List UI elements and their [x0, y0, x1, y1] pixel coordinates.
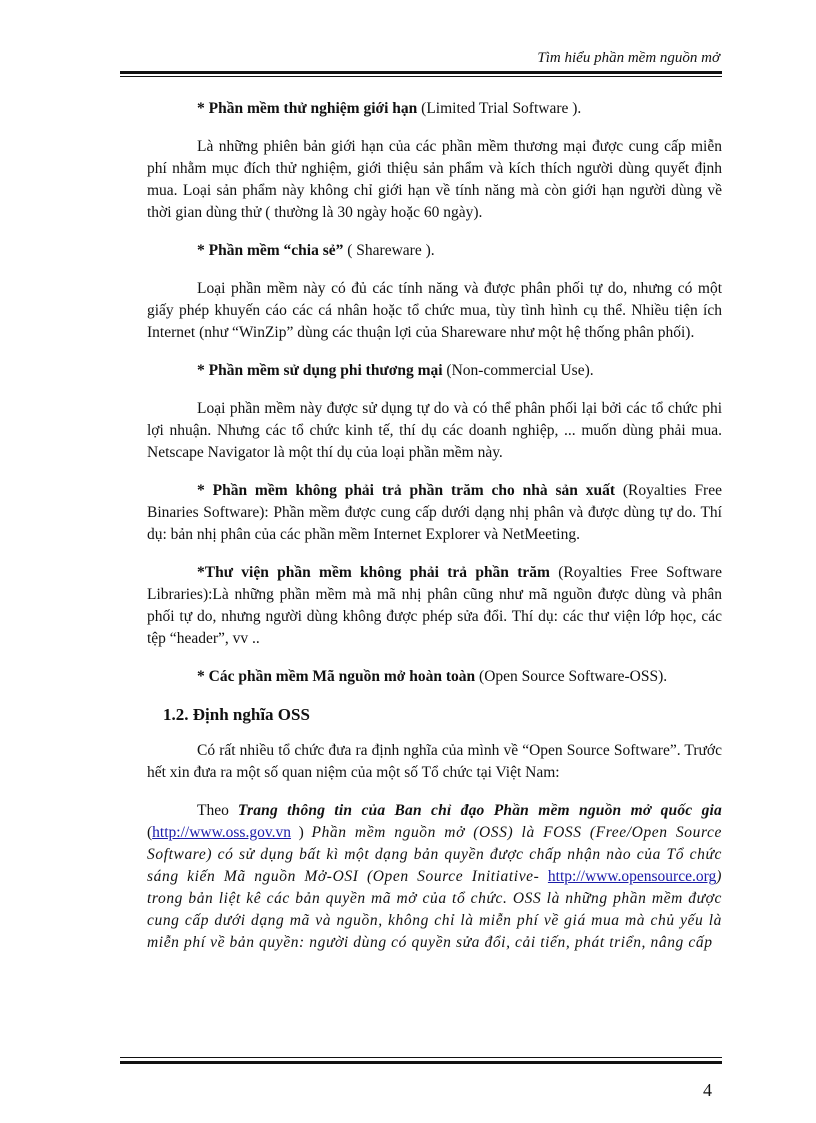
section-heading: 1.2. Định nghĩa OSS: [163, 705, 310, 724]
term-noncommercial-english: (Non-commercial Use).: [442, 362, 594, 379]
term-open-source-english: (Open Source Software-OSS).: [475, 668, 668, 685]
royalty-free-binaries-text: (Royalties Free Binaries Software): Phần mềm được cung cấp dưới dạng nhị phân và được dùng tự do. Thí dụ: bản nhị phân của các phần mềm Internet Explorer và NetMeeting.: [147, 482, 722, 543]
paragraph-shareware-heading: [147, 240, 722, 262]
term-limited-trial: * Phần mềm thử nghiệm giới hạn: [197, 100, 418, 117]
royalty-free-libraries-text: (Royalties Free Software Libraries):Là những phần mềm mà mã nhị phân cũng như mã nguồn được dùng và phân phối tự do, nhưng người dùng không được phép sửa đổi. Thí dụ: các thư viện lớp học, các tệp “header”, vv ..: [147, 564, 722, 647]
paren-close: ): [290, 824, 312, 841]
paragraph-noncommercial-heading: [147, 360, 722, 382]
header-rule-thick: [120, 71, 722, 74]
paragraph-open-source-heading: [147, 666, 722, 688]
paragraph-shareware-body: Loại phần mềm này có đủ các tính năng và được phân phối tự do, nhưng có một giấy phép khuyến cáo các cá nhân hoặc tổ chức mua, tùy tình hình cụ thể. Nhiều tiện ích Internet (như “WinZip” dùng các thuận lợi của Shareware như một hệ thống phân phối).: [147, 280, 722, 341]
term-open-source: * Các phần mềm Mã nguồn mở hoàn toàn: [197, 668, 476, 685]
term-royalty-free-binaries: * Phần mềm không phải trả phần trăm cho nhà sản xuất: [197, 482, 616, 499]
opensource-org-link[interactable]: http://www.opensource.org: [547, 868, 717, 885]
term-shareware-english: ( Shareware ).: [343, 242, 435, 259]
term-limited-trial-english: (Limited Trial Software ).: [417, 100, 582, 117]
page-body: [147, 98, 722, 970]
definition-text-part1: Phần mềm nguồn mở (OSS) là FOSS (Free/Open Source Software) có sử dụng bất kì một dạng bản quyền được chấp nhận nào của Tổ chức sáng kiến Mã nguồn Mở-OSI (Open Source Initiative-: [147, 824, 722, 885]
org-name: Trang thông tin của Ban chỉ đạo Phần mềm nguồn mở quốc gia: [237, 802, 722, 819]
paragraph-noncommercial-body: Loại phần mềm này được sử dụng tự do và có thể phân phối lại bởi các tổ chức phi lợi nhuận. Nhưng các tổ chức kinh tế, thí dụ các doanh nghiệp, ... muốn dùng phải mua. Netscape Navigator là một thí dụ của loại phần mềm này.: [147, 400, 722, 461]
paragraph-limited-trial-body: Là những phiên bản giới hạn của các phần mềm thương mại được cung cấp miễn phí nhằm mục đích thử nghiệm, giới thiệu sản phẩm và kích thích người dùng quyết định mua. Loại sản phẩm này không chỉ giới hạn về tính năng mà còn giới hạn người dùng về thời gian dùng thử ( thường là 30 ngày hoặc 60 ngày).: [147, 138, 722, 221]
header-rule-thin: [120, 76, 722, 77]
quote-lead: Theo: [197, 802, 238, 819]
page-number: 4: [703, 1080, 712, 1100]
definition-text-part2: ) trong bản liệt kê các bản quyền mã mở của tổ chức. OSS là những phần mềm được cung cấp dưới dạng mã và nguồn, không chỉ là miễn phí về giá mua mà chủ yếu là miễn phí về bản quyền: người dùng có quyền sửa đổi, cải tiến, phát triển, nâng cấp: [147, 868, 722, 951]
paragraph-royalty-free-binaries: [147, 480, 722, 546]
term-royalty-free-libraries: *Thư viện phần mềm không phải trả phần trăm: [197, 564, 550, 581]
paragraph-definition-quote: [147, 800, 722, 954]
paragraph-definition-intro: Có rất nhiều tổ chức đưa ra định nghĩa của mình về “Open Source Software”. Trước hết xin đưa ra một số quan niệm của một số Tổ chức tại Việt Nam:: [147, 742, 722, 781]
paragraph-limited-trial-heading: [147, 98, 722, 120]
term-shareware: * Phần mềm “chia sẻ”: [197, 242, 344, 259]
footer-rule-thick: [120, 1061, 722, 1064]
term-noncommercial: * Phần mềm sử dụng phi thương mại: [197, 362, 443, 379]
paren-open: (: [147, 824, 153, 841]
footer-rule-thin: [120, 1057, 722, 1058]
running-header: Tìm hiểu phần mềm nguồn mở: [537, 50, 720, 66]
oss-gov-link[interactable]: http://www.oss.gov.vn: [152, 824, 291, 841]
paragraph-royalty-free-libraries: [147, 562, 722, 650]
